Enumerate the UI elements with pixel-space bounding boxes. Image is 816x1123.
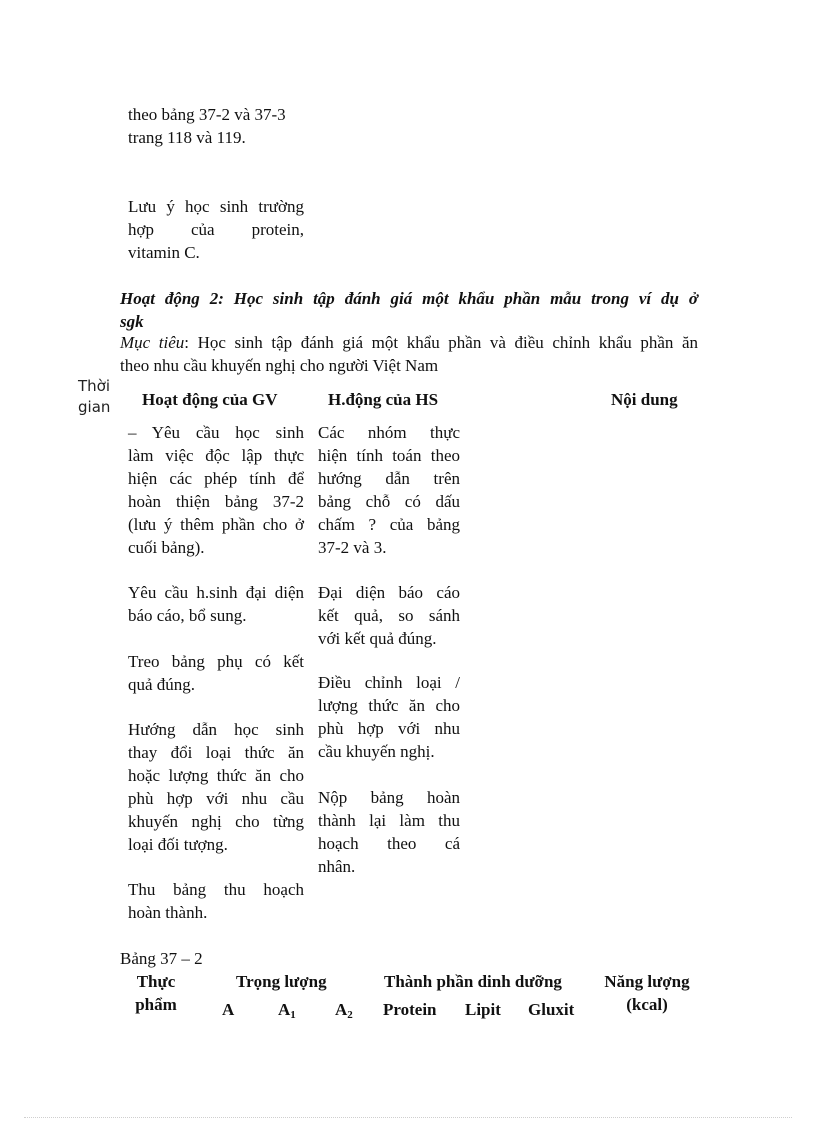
col-a2: $A_2$ bbox=[335, 1000, 353, 1021]
header-content: Nội dung bbox=[611, 390, 678, 409]
header-hs: H.động của HS bbox=[328, 390, 439, 409]
top-paragraph-1 bbox=[128, 103, 304, 149]
goal-text-line2: theo nhu cầu khuyến nghị cho người Việt Nam bbox=[120, 356, 439, 375]
page-bottom-divider bbox=[24, 1117, 792, 1118]
col-protein: Protein bbox=[383, 1000, 437, 1019]
text-line: vitamin C. bbox=[128, 243, 200, 262]
col-nutrition: Thành phần dinh dưỡng bbox=[384, 972, 562, 991]
header-gv: Hoạt động của GV bbox=[142, 390, 278, 409]
hs-block-2: Đại diện báo cáo kết quả, so sánh với kết quả đúng. bbox=[318, 583, 460, 648]
col-a: A bbox=[222, 1000, 235, 1019]
gv-block-5: Thu bảng thu hoạch hoàn thành. bbox=[128, 880, 304, 922]
text-line: hợp của protein, bbox=[128, 220, 304, 239]
header-time: Thời gian bbox=[78, 377, 111, 416]
text-line: trang 118 và 119. bbox=[128, 128, 246, 147]
col-energy: Năng lượng (kcal) bbox=[604, 972, 690, 1014]
text-line: theo bảng 37-2 và 37-3 bbox=[128, 105, 286, 124]
goal-text: : Học sinh tập đánh giá một khẩu phần và điều chỉnh khẩu phần ăn bbox=[184, 333, 698, 352]
activity-goal bbox=[120, 331, 698, 377]
goal-label: Mục tiêu bbox=[120, 333, 185, 352]
gv-block-1: – Yêu cầu học sinh làm việc độc lập thực hiện các phép tính để hoàn thiện bảng 37-2 (lưu ý thêm phần cho ở cuối bảng). bbox=[128, 423, 304, 557]
gv-block-3: Treo bảng phụ có kết quả đúng. bbox=[128, 652, 304, 694]
col-weight: Trọng lượng bbox=[236, 972, 327, 991]
hs-block-4: Nộp bảng hoàn thành lại làm thu hoạch theo cá nhân. bbox=[318, 788, 460, 876]
gv-block-2: Yêu cầu h.sinh đại diện báo cáo, bổ sung. bbox=[128, 583, 304, 625]
col-lipit: Lipit bbox=[465, 1000, 501, 1019]
col-gluxit: Gluxit bbox=[528, 1000, 575, 1019]
activity-heading: Hoạt động 2: Học sinh tập đánh giá một khẩu phần mẫu trong ví dụ ở sgk bbox=[120, 289, 698, 331]
top-paragraph-2 bbox=[128, 195, 304, 264]
table-37-2-caption: Bảng 37 – 2 bbox=[120, 949, 203, 968]
text-line: Lưu ý học sinh trường bbox=[128, 197, 304, 216]
hs-block-1: Các nhóm thực hiện tính toán theo hướng dẫn trên bảng chỗ có dấu chấm ? của bảng 37-2 và 3. bbox=[318, 423, 460, 557]
col-food: Thực phẩm bbox=[135, 972, 177, 1014]
hs-block-3: Điều chỉnh loại / lượng thức ăn cho phù hợp với nhu cầu khuyến nghị. bbox=[318, 673, 460, 761]
col-a1: $A_1$ bbox=[278, 1000, 296, 1021]
gv-block-4: Hướng dẫn học sinh thay đổi loại thức ăn hoặc lượng thức ăn cho phù hợp với nhu cầu khuyến nghị cho từng loại đối tượng. bbox=[128, 720, 304, 854]
